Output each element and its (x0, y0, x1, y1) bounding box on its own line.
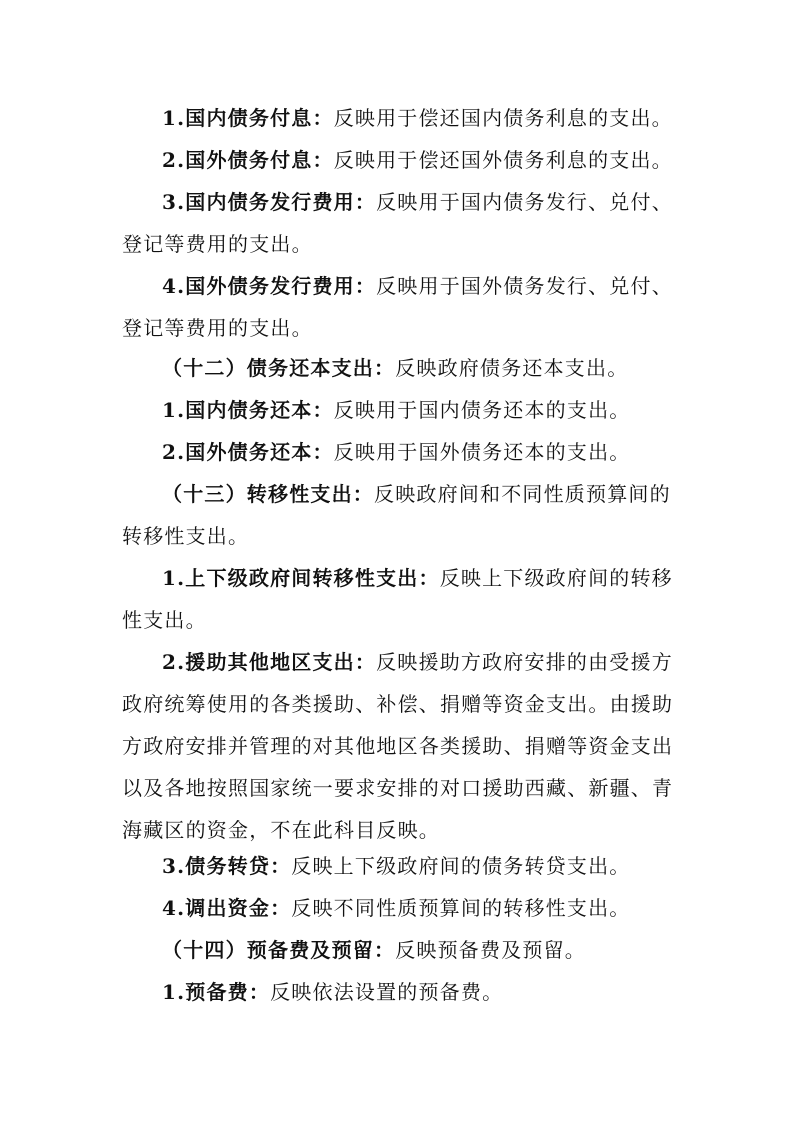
paragraph-heading: 1.上下级政府间转移性支出： (162, 566, 440, 590)
paragraph-body: 反映预备费及预留。 (395, 938, 587, 962)
paragraph-heading: （十三）转移性支出： (162, 482, 374, 506)
paragraph-body: 反映用于国内债务还本的支出。 (333, 398, 631, 422)
paragraph-heading: （十四）预备费及预留： (162, 938, 396, 962)
paragraph-foreign-debt-issuance-fee (122, 265, 677, 349)
paragraph-heading: 2.国外债务付息： (162, 148, 334, 172)
paragraph-domestic-debt-issuance-fee (122, 181, 677, 265)
paragraph-body: 反映用于国内债务发行、兑付、登记等费用的支出。 (122, 190, 673, 256)
paragraph-body: 反映上下级政府间的转移性支出。 (122, 566, 673, 632)
paragraph-domestic-debt-principal (122, 389, 677, 431)
paragraph-body: 反映用于偿还国内债务利息的支出。 (333, 106, 673, 130)
paragraph-heading: 1.预备费： (162, 980, 271, 1004)
paragraph-debt-onlending (122, 845, 677, 887)
paragraph-reserve-fund (122, 971, 677, 1013)
paragraph-body: 反映政府债务还本支出。 (395, 356, 629, 380)
paragraph-body: 反映用于国外债务发行、兑付、登记等费用的支出。 (122, 274, 673, 340)
paragraph-heading: 3.债务转贷： (162, 854, 292, 878)
paragraph-aid-other-regions (122, 641, 677, 851)
paragraph-domestic-debt-interest (122, 97, 677, 139)
paragraph-heading: 4.调出资金： (162, 896, 292, 920)
paragraph-reserve-fund-and-retained (122, 929, 677, 971)
paragraph-intergovernmental-transfer (122, 557, 677, 641)
paragraph-body: 反映援助方政府安排的由受援方政府统筹使用的各类援助、补偿、捐赠等资金支出。由援助方政府安排并管理的对其他地区各类援助、捐赠等资金支出以及各地按照国家统一要求安排的对口援助西藏、新疆、青海藏区的资金，不在此科目反映。 (122, 650, 674, 842)
paragraph-body: 反映政府间和不同性质预算间的转移性支出。 (122, 482, 671, 548)
paragraph-foreign-debt-interest (122, 139, 677, 181)
paragraph-heading: 4.国外债务发行费用： (162, 274, 377, 298)
paragraph-heading: 2.援助其他地区支出： (162, 650, 377, 674)
paragraph-body: 反映用于国外债务还本的支出。 (333, 440, 631, 464)
paragraph-body: 反映依法设置的预备费。 (270, 980, 504, 1004)
paragraph-heading: 2.国外债务还本： (162, 440, 334, 464)
paragraph-foreign-debt-principal (122, 431, 677, 473)
paragraph-body: 反映用于偿还国外债务利息的支出。 (333, 148, 673, 172)
paragraph-transfer-expenditure (122, 473, 677, 557)
paragraph-body: 反映不同性质预算间的转移性支出。 (291, 896, 631, 920)
paragraph-body: 反映上下级政府间的债务转贷支出。 (291, 854, 631, 878)
paragraph-debt-principal-repayment (122, 347, 677, 389)
paragraph-heading: 3.国内债务发行费用： (162, 190, 377, 214)
paragraph-heading: 1.国内债务付息： (162, 106, 334, 130)
paragraph-heading: （十二）债务还本支出： (162, 356, 396, 380)
paragraph-heading: 1.国内债务还本： (162, 398, 334, 422)
paragraph-funds-transferred-out (122, 887, 677, 929)
